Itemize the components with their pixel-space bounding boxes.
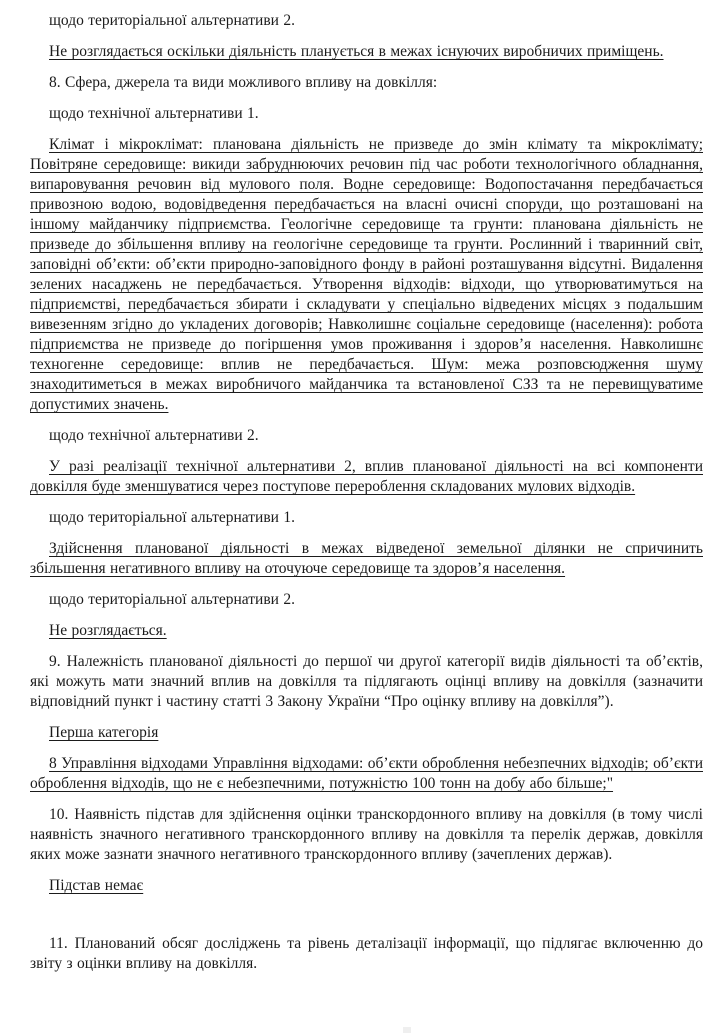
para-territorial-alt-2-label-second: щодо територіальної альтернативи 2.	[49, 591, 295, 608]
para-no-grounds: Підстав немає	[49, 877, 144, 894]
para-item-10-heading: 10. Наявність підстав для здійснення оцінки транскордонного впливу на довкілля (в тому числі наявність значного негативного транскордонного впливу на довкілля та перелік держав, довкілля яких може зазнати значного негативного транскордонного впливу (зачеплених держав).	[30, 806, 703, 863]
para-territorial-alt-1-impact: Здійснення планованої діяльності в межах відведеної земельної ділянки не спричинить збільшення негативного впливу на оточуюче середовище та здоров’я населення.	[30, 540, 703, 577]
para-technical-alt-1-label: щодо технічної альтернативи 1.	[49, 105, 259, 122]
para-technical-alt-2-impact: У разі реалізації технічної альтернативи 2, вплив планованої діяльності на всі компоненти довкілля буде зменшуватися через поступове перероблення складованих мулових відходів.	[30, 458, 703, 495]
para-item-11-heading: 11. Планований обсяг досліджень та рівень деталізації інформації, що підлягає включенню до звіту з оцінки впливу на довкілля.	[30, 935, 703, 972]
para-territorial-alt-1-label: щодо територіальної альтернативи 1.	[49, 509, 295, 526]
para-not-considered-premises: Не розглядається оскільки діяльність планується в межах існуючих виробничих приміщень.	[49, 43, 664, 60]
para-item-9-heading: 9. Належність планованої діяльності до першої чи другої категорії видів діяльності та об’єктів, які можуть мати значний вплив на довкілля та підлягають оцінці впливу на довкілля (зазначити відповідний пункт і частину статті 3 Закону України “Про оцінку впливу на довкілля”).	[30, 653, 703, 710]
para-territorial-alt-2-label: щодо територіальної альтернативи 2.	[49, 12, 295, 29]
para-not-considered: Не розглядається.	[49, 622, 167, 639]
para-technical-alt-2-label: щодо технічної альтернативи 2.	[49, 427, 259, 444]
para-impact-description: Клімат і мікроклімат: планована діяльність не призведе до змін клімату та мікроклімату; Повітряне середовище: викиди забруднюючих речовин під час роботи технологічного обладнання, випаровування речовин від мулового поля. Водне середовище: Водопостачання передбачається привозною водою, водовідведення передбачається на власні очисні споруди, що розташовані на іншому майданчику підприємства. Геологічне середовище та грунти: планована діяльність не призведе до збільшення впливу на геологічне середовище та грунти. Рослинний і тваринний світ, заповідні об’єкти: об’єкти природно-заповідного фонду в районі розташування відсутні. Видалення зелених насаджень не передбачається. Утворення відходів: відходи, що утворюватимуться на підприємстві, передбачається збирати і складувати у спеціально відведених місцях з подальшим вивезенням згідно до укладених договорів; Навколишнє соціальне середовище (населення): робота підприємства не призведе до погіршення умов проживання і здоров’я населення. Навколишнє техногенне середовище: вплив не передбачається. Шум: межа розповсюдження шуму знаходитиметься в межах виробничого майданчика та встановленої СЗЗ та не перевищуватиме допустимих значень.	[30, 136, 703, 413]
para-waste-management-category: 8 Управління відходами Управління відходами: об’єкти оброблення небезпечних відходів; об’єкти оброблення відходів, що не є небезпечними, потужністю 100 тонн на добу або більше;"	[30, 755, 703, 792]
para-item-8-heading: 8. Сфера, джерела та види можливого впливу на довкілля:	[49, 74, 438, 91]
clipped-text-artifact	[403, 1027, 411, 1033]
document-body	[0, 11, 724, 974]
document-page	[0, 11, 724, 1035]
para-first-category: Перша категорія	[49, 724, 159, 741]
